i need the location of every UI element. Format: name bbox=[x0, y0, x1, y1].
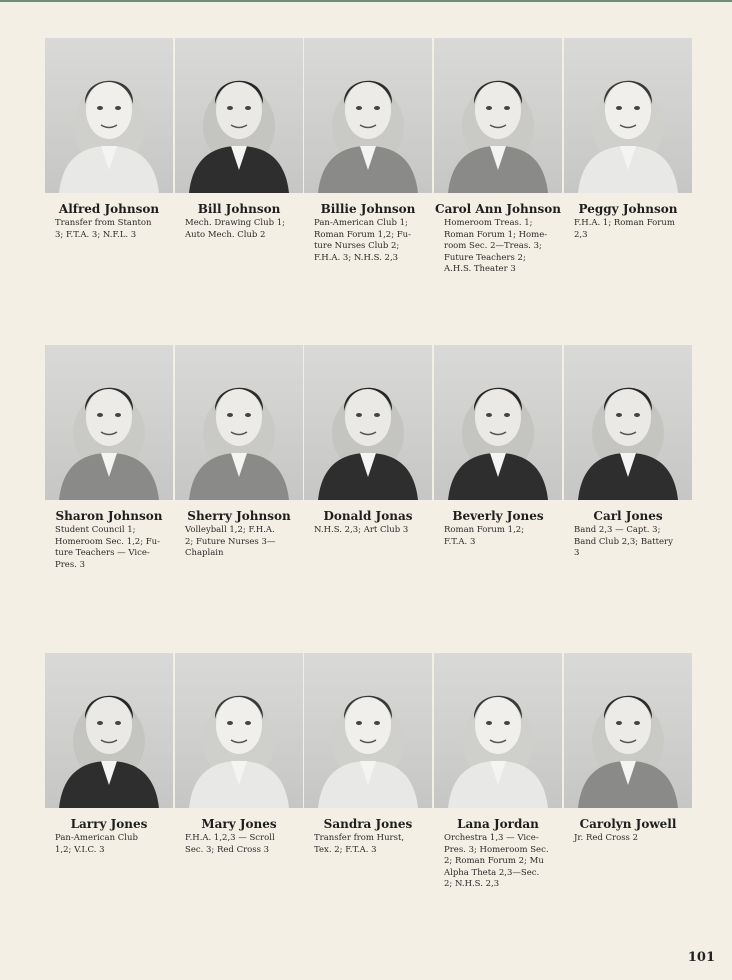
activity-line: Student Council 1; bbox=[55, 525, 136, 535]
student-portrait-photo bbox=[434, 345, 562, 500]
portrait-row bbox=[45, 345, 700, 645]
activity-line: Tex. 2; F.T.A. 3 bbox=[314, 844, 377, 855]
student-activities bbox=[314, 525, 434, 537]
student-activities bbox=[55, 218, 175, 241]
activity-line: F.H.A. 3; N.H.S. 2,3 bbox=[314, 252, 399, 263]
activity-line: 2; Future Nurses 3— bbox=[185, 536, 276, 547]
activity-line: 3; F.T.A. 3; N.F.L. 3 bbox=[55, 229, 137, 240]
student-name: Lana Jordan bbox=[457, 817, 539, 831]
activity-line: N.H.S. 2,3; Art Club 3 bbox=[314, 525, 409, 535]
activity-line: Transfer from Stanton bbox=[55, 218, 152, 228]
student-name: Carol Ann Johnson bbox=[435, 202, 561, 216]
activity-line: Mech. Drawing Club 1; bbox=[185, 218, 286, 228]
activity-line: Pres. 3; Homeroom Sec. bbox=[444, 844, 549, 855]
student-activities bbox=[314, 218, 434, 264]
student-portrait-photo bbox=[564, 653, 692, 808]
student-portrait-photo bbox=[45, 38, 173, 193]
student-portrait-photo bbox=[304, 38, 432, 193]
student-portrait-photo bbox=[175, 345, 303, 500]
activity-line: A.H.S. Theater 3 bbox=[444, 264, 516, 274]
student-name: Peggy Johnson bbox=[578, 202, 678, 216]
student-name: Sandra Jones bbox=[323, 817, 413, 831]
activity-line: F.H.A. 1; Roman Forum bbox=[574, 218, 675, 228]
portrait-row bbox=[45, 38, 700, 338]
student-activities bbox=[574, 525, 694, 560]
student-name: Bill Johnson bbox=[197, 202, 281, 216]
activity-line: 2; Roman Forum 2; Mu bbox=[444, 856, 544, 866]
student-activities bbox=[574, 833, 694, 845]
student-activities bbox=[314, 833, 434, 856]
activity-line: Homeroom Sec. 1,2; Fu- bbox=[55, 536, 161, 547]
activity-line: Roman Forum 1,2; Fu- bbox=[314, 229, 411, 240]
student-activities bbox=[55, 525, 175, 571]
portrait-row bbox=[45, 653, 700, 953]
student-activities bbox=[444, 218, 564, 276]
student-name: Larry Jones bbox=[70, 817, 148, 831]
student-activities bbox=[574, 218, 694, 241]
student-activities bbox=[185, 525, 305, 560]
activity-line: Pan-American Club 1; bbox=[314, 218, 408, 228]
student-name: Billie Johnson bbox=[320, 202, 416, 216]
activity-line: Orchestra 1,3 — Vice- bbox=[444, 833, 539, 843]
activity-line: ture Teachers — Vice- bbox=[55, 548, 150, 558]
student-portrait-photo bbox=[304, 653, 432, 808]
activity-line: 1,2; V.I.C. 3 bbox=[55, 844, 105, 855]
activity-line: 2; N.H.S. 2,3 bbox=[444, 879, 500, 889]
student-name: Carolyn Jowell bbox=[579, 817, 677, 831]
student-portrait-photo bbox=[564, 38, 692, 193]
activity-line: room Sec. 2—Treas. 3; bbox=[444, 241, 542, 251]
student-portrait-photo bbox=[564, 345, 692, 500]
student-portrait-photo bbox=[45, 345, 173, 500]
activity-line: Pres. 3 bbox=[55, 559, 85, 570]
student-activities bbox=[444, 525, 564, 548]
activity-line: Transfer from Hurst, bbox=[314, 833, 405, 843]
student-activities bbox=[55, 833, 175, 856]
activity-line: F.T.A. 3 bbox=[444, 536, 476, 547]
page-number: 101 bbox=[687, 950, 715, 965]
student-name: Sherry Johnson bbox=[187, 509, 291, 523]
activity-line: Jr. Red Cross 2 bbox=[574, 833, 639, 843]
student-activities bbox=[444, 833, 564, 891]
activity-line: Roman Forum 1; Home- bbox=[444, 229, 548, 240]
top-border-line bbox=[0, 0, 732, 2]
activity-line: ture Nurses Club 2; bbox=[314, 241, 400, 251]
activity-line: Future Teachers 2; bbox=[444, 252, 526, 263]
activity-line: Band Club 2,3; Battery bbox=[574, 536, 673, 547]
student-portrait-photo bbox=[175, 38, 303, 193]
activity-line: Roman Forum 1,2; bbox=[444, 525, 525, 535]
student-name: Donald Jonas bbox=[323, 509, 413, 523]
student-name: Alfred Johnson bbox=[58, 202, 160, 216]
student-name: Mary Jones bbox=[201, 817, 277, 831]
activity-line: Volleyball 1,2; F.H.A. bbox=[185, 525, 275, 535]
activity-line: F.H.A. 1,2,3 — Scroll bbox=[185, 833, 275, 843]
activity-line: 3 bbox=[574, 548, 580, 558]
student-activities bbox=[185, 218, 305, 241]
student-portrait-photo bbox=[175, 653, 303, 808]
activity-line: 2,3 bbox=[574, 229, 588, 240]
student-name: Beverly Jones bbox=[452, 509, 544, 523]
activity-line: Homeroom Treas. 1; bbox=[444, 218, 533, 228]
activity-line: Pan-American Club bbox=[55, 833, 138, 843]
activity-line: Band 2,3 — Capt. 3; bbox=[574, 525, 661, 535]
student-activities bbox=[185, 833, 305, 856]
student-portrait-photo bbox=[304, 345, 432, 500]
student-name: Sharon Johnson bbox=[55, 509, 163, 523]
student-name: Carl Jones bbox=[593, 509, 663, 523]
student-portrait-photo bbox=[434, 38, 562, 193]
activity-line: Alpha Theta 2,3—Sec. bbox=[444, 867, 540, 878]
student-portrait-photo bbox=[434, 653, 562, 808]
activity-line: Chaplain bbox=[185, 548, 224, 558]
activity-line: Sec. 3; Red Cross 3 bbox=[185, 844, 270, 855]
activity-line: Auto Mech. Club 2 bbox=[185, 229, 266, 240]
student-portrait-photo bbox=[45, 653, 173, 808]
